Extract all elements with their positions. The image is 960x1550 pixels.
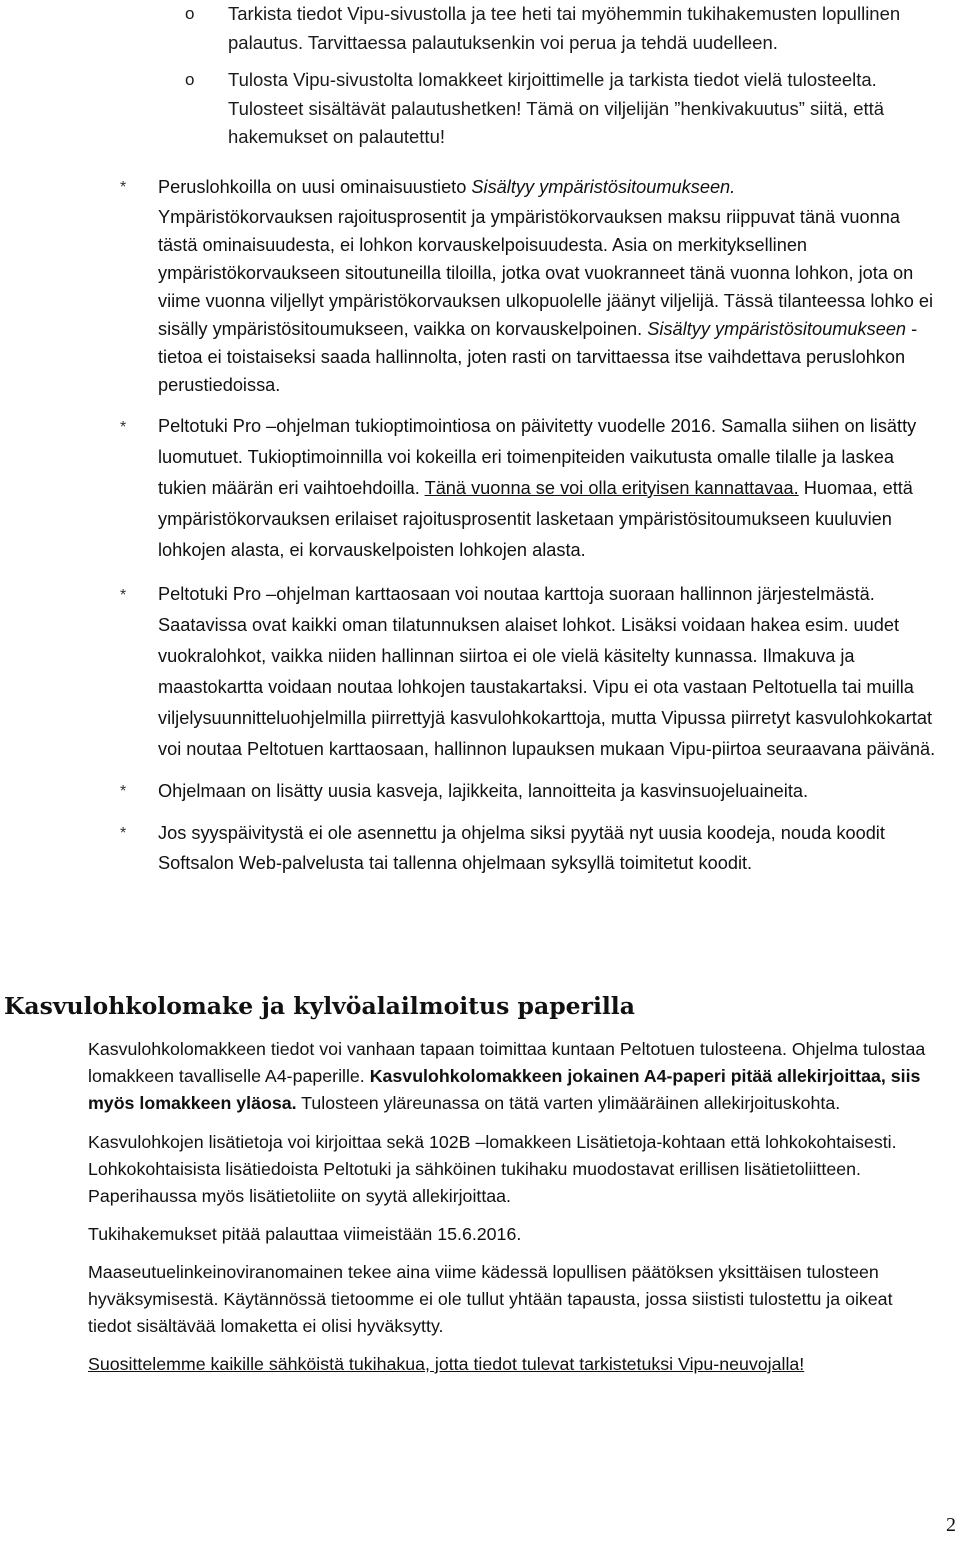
paragraph: Kasvulohkojen lisätietoja voi kirjoittaa sekä 102B –lomakkeen Lisätietoja-kohtaan että lohkokohtaisesti. Lohkokohtaisista lisätiedoista Peltotuki ja sähköinen tukihaku muodostavat erillisen lisätietoliitteen. Paperihaussa myös lisätietoliite on syytä allekirjoittaa. xyxy=(88,1132,897,1206)
bullet-underlined-text: Tänä vuonna se voi olla erityisen kannattavaa. xyxy=(424,478,799,498)
paragraph xyxy=(88,1036,938,1117)
list-item xyxy=(0,173,960,399)
circle-bullet-icon: o xyxy=(185,4,195,23)
paragraph-text: Tulosteen yläreunassa on tätä varten ylimääräinen allekirjoituskohta. xyxy=(296,1093,841,1113)
bullet-text: Ohjelmaan on lisätty uusia kasveja, lajikkeita, lannoitteita ja kasvinsuojeluaineita. xyxy=(158,781,809,801)
star-bullet-list xyxy=(0,173,960,878)
page-number: 2 xyxy=(946,1514,956,1536)
paragraph-text: Kasvulohkolomakkeen tiedot voi vanhaan tapaan toimittaa kuntaan Peltotuen tulosteena. Ohjelma tulostaa lomakkeen tavalliselle A4-paperille. xyxy=(88,1039,926,1086)
paragraph-deadline: Tukihakemukset pitää palauttaa viimeistään 15.6.2016. xyxy=(88,1224,522,1244)
paragraph: Maaseutuelinkeinoviranomainen tekee aina viime kädessä lopullisen päätöksen yksittäisen tulosteen hyväksymisestä. Käytännössä tietoomme ei ole tullut yhtään tapausta, jossa siististi tulostettu ja oikeat tiedot sisältävää lomaketta ei olisi hyväksytty. xyxy=(88,1262,893,1336)
asterisk-bullet-icon: * xyxy=(120,825,127,842)
bullet-italic-text: Sisältyy ympäristösitoumukseen. xyxy=(471,177,736,197)
bullet-text: Jos syyspäivitystä ei ole asennettu ja ohjelma siksi pyytää nyt uusia koodeja, nouda koodit Softsalon Web-palvelusta tai tallenna ohjelmaan syksyllä toimitetut koodit. xyxy=(158,823,885,873)
bullet-text: Ympäristökorvauksen rajoitusprosentit ja ympäristökorvauksen maksu riippuvat tänä vuonna tästä ominaisuudesta, ei lohkon korvauskelpoisuudesta. Asia on merkityksellinen ympäristökorvaukseen sitoutuneilla tiloilla, jotka ovat vuokranneet tänä vuonna lohkon, jota on viime vuonna viljellyt ympäristökorvauksen ulkopuolelle jäänyt viljelijä. Tässä tilanteessa lohko ei sisälly ympäristösitoumukseen, vaikka on korvauskelpoinen. xyxy=(158,207,934,339)
bullet-text: Peltotuki Pro –ohjelman tukioptimointiosa on päivitetty vuodelle 2016. Samalla siihen on lisätty luomutuet. Tukioptimoinnilla voi kokeilla eri toimenpiteiden vaikutusta omalle tilalle ja laskea tukien määrän eri vaihtoehdoilla. xyxy=(158,416,917,498)
recommendation-paragraph: Suosittelemme kaikille sähköistä tukihakua, jotta tiedot tulevat tarkistetuksi Vipu-neuvojalla! xyxy=(88,1354,805,1374)
sub-bullet-list xyxy=(0,0,960,152)
list-item xyxy=(0,818,960,878)
bullet-text: Peltotuki Pro –ohjelman karttaosaan voi noutaa karttoja suoraan hallinnon järjestelmästä. Saatavissa ovat kaikki oman tilatunnuksen alaiset lohkot. Lisäksi voidaan hakea esim. uudet vuokralohkot, vaikka niiden hallinnan siirtoa ei ole vielä käsitelty kunnassa. Ilmakuva ja maastokartta voidaan noutaa lohkojen taustakartaksi. Vipu ei ota vastaan Peltotuella tai muilla viljelysuunnitteluohjelmilla piirrettyjä kasvulohkokarttoja, mutta Vipussa piirretyt kasvulohkokartat voi noutaa Peltotuen karttaosaan, hallinnon lupauksen mukaan Vipu-piirtoa seuraavana päivänä. xyxy=(158,584,936,759)
list-item xyxy=(0,579,960,765)
sub-list-item-text: Tulosta Vipu-sivustolta lomakkeet kirjoittimelle ja tarkista tiedot vielä tulosteelta. Tulosteet sisältävät palautushetken! Tämä on viljelijän ”henkivakuutus” siitä, että hakemukset on palautettu! xyxy=(228,69,885,147)
list-item xyxy=(0,411,960,566)
sub-list-item xyxy=(0,0,960,57)
asterisk-bullet-icon: * xyxy=(120,587,127,604)
sub-list-item-text: Tarkista tiedot Vipu-sivustolla ja tee heti tai myöhemmin tukihakemusten lopullinen palautus. Tarvittaessa palautuksenkin voi perua ja tehdä uudelleen. xyxy=(228,3,901,53)
bullet-italic-text: Sisältyy ympäristösitoumukseen xyxy=(647,319,907,339)
paragraph-bold-text: Kasvulohkolomakkeen jokainen A4-paperi pitää allekirjoittaa, siis myös lomakkeen yläosa. xyxy=(88,1066,921,1113)
asterisk-bullet-icon: * xyxy=(120,179,127,196)
bullet-text: Huomaa, että ympäristökorvauksen erilaiset rajoitusprosentit lasketaan ympäristösitoumukseen kuuluvien lohkojen alasta, ei korvauskelpoisten lohkojen alasta. xyxy=(158,478,913,560)
section-body xyxy=(88,1036,938,1378)
bullet-text: Peruslohkoilla on uusi ominaisuustieto xyxy=(158,177,472,197)
bullet-lead xyxy=(158,173,942,201)
circle-bullet-icon: o xyxy=(185,70,195,89)
asterisk-bullet-icon: * xyxy=(120,783,127,800)
list-item xyxy=(0,776,960,806)
sub-list-item xyxy=(0,66,960,152)
bullet-text: -tietoa ei toistaiseksi saada hallinnolta, joten rasti on tarvittaessa itse vaihdettava peruslohkon perustiedoissa. xyxy=(158,319,918,395)
section-heading: Kasvulohkolomake ja kylvöalailmoitus paperilla xyxy=(4,992,635,1020)
asterisk-bullet-icon: * xyxy=(120,419,127,436)
